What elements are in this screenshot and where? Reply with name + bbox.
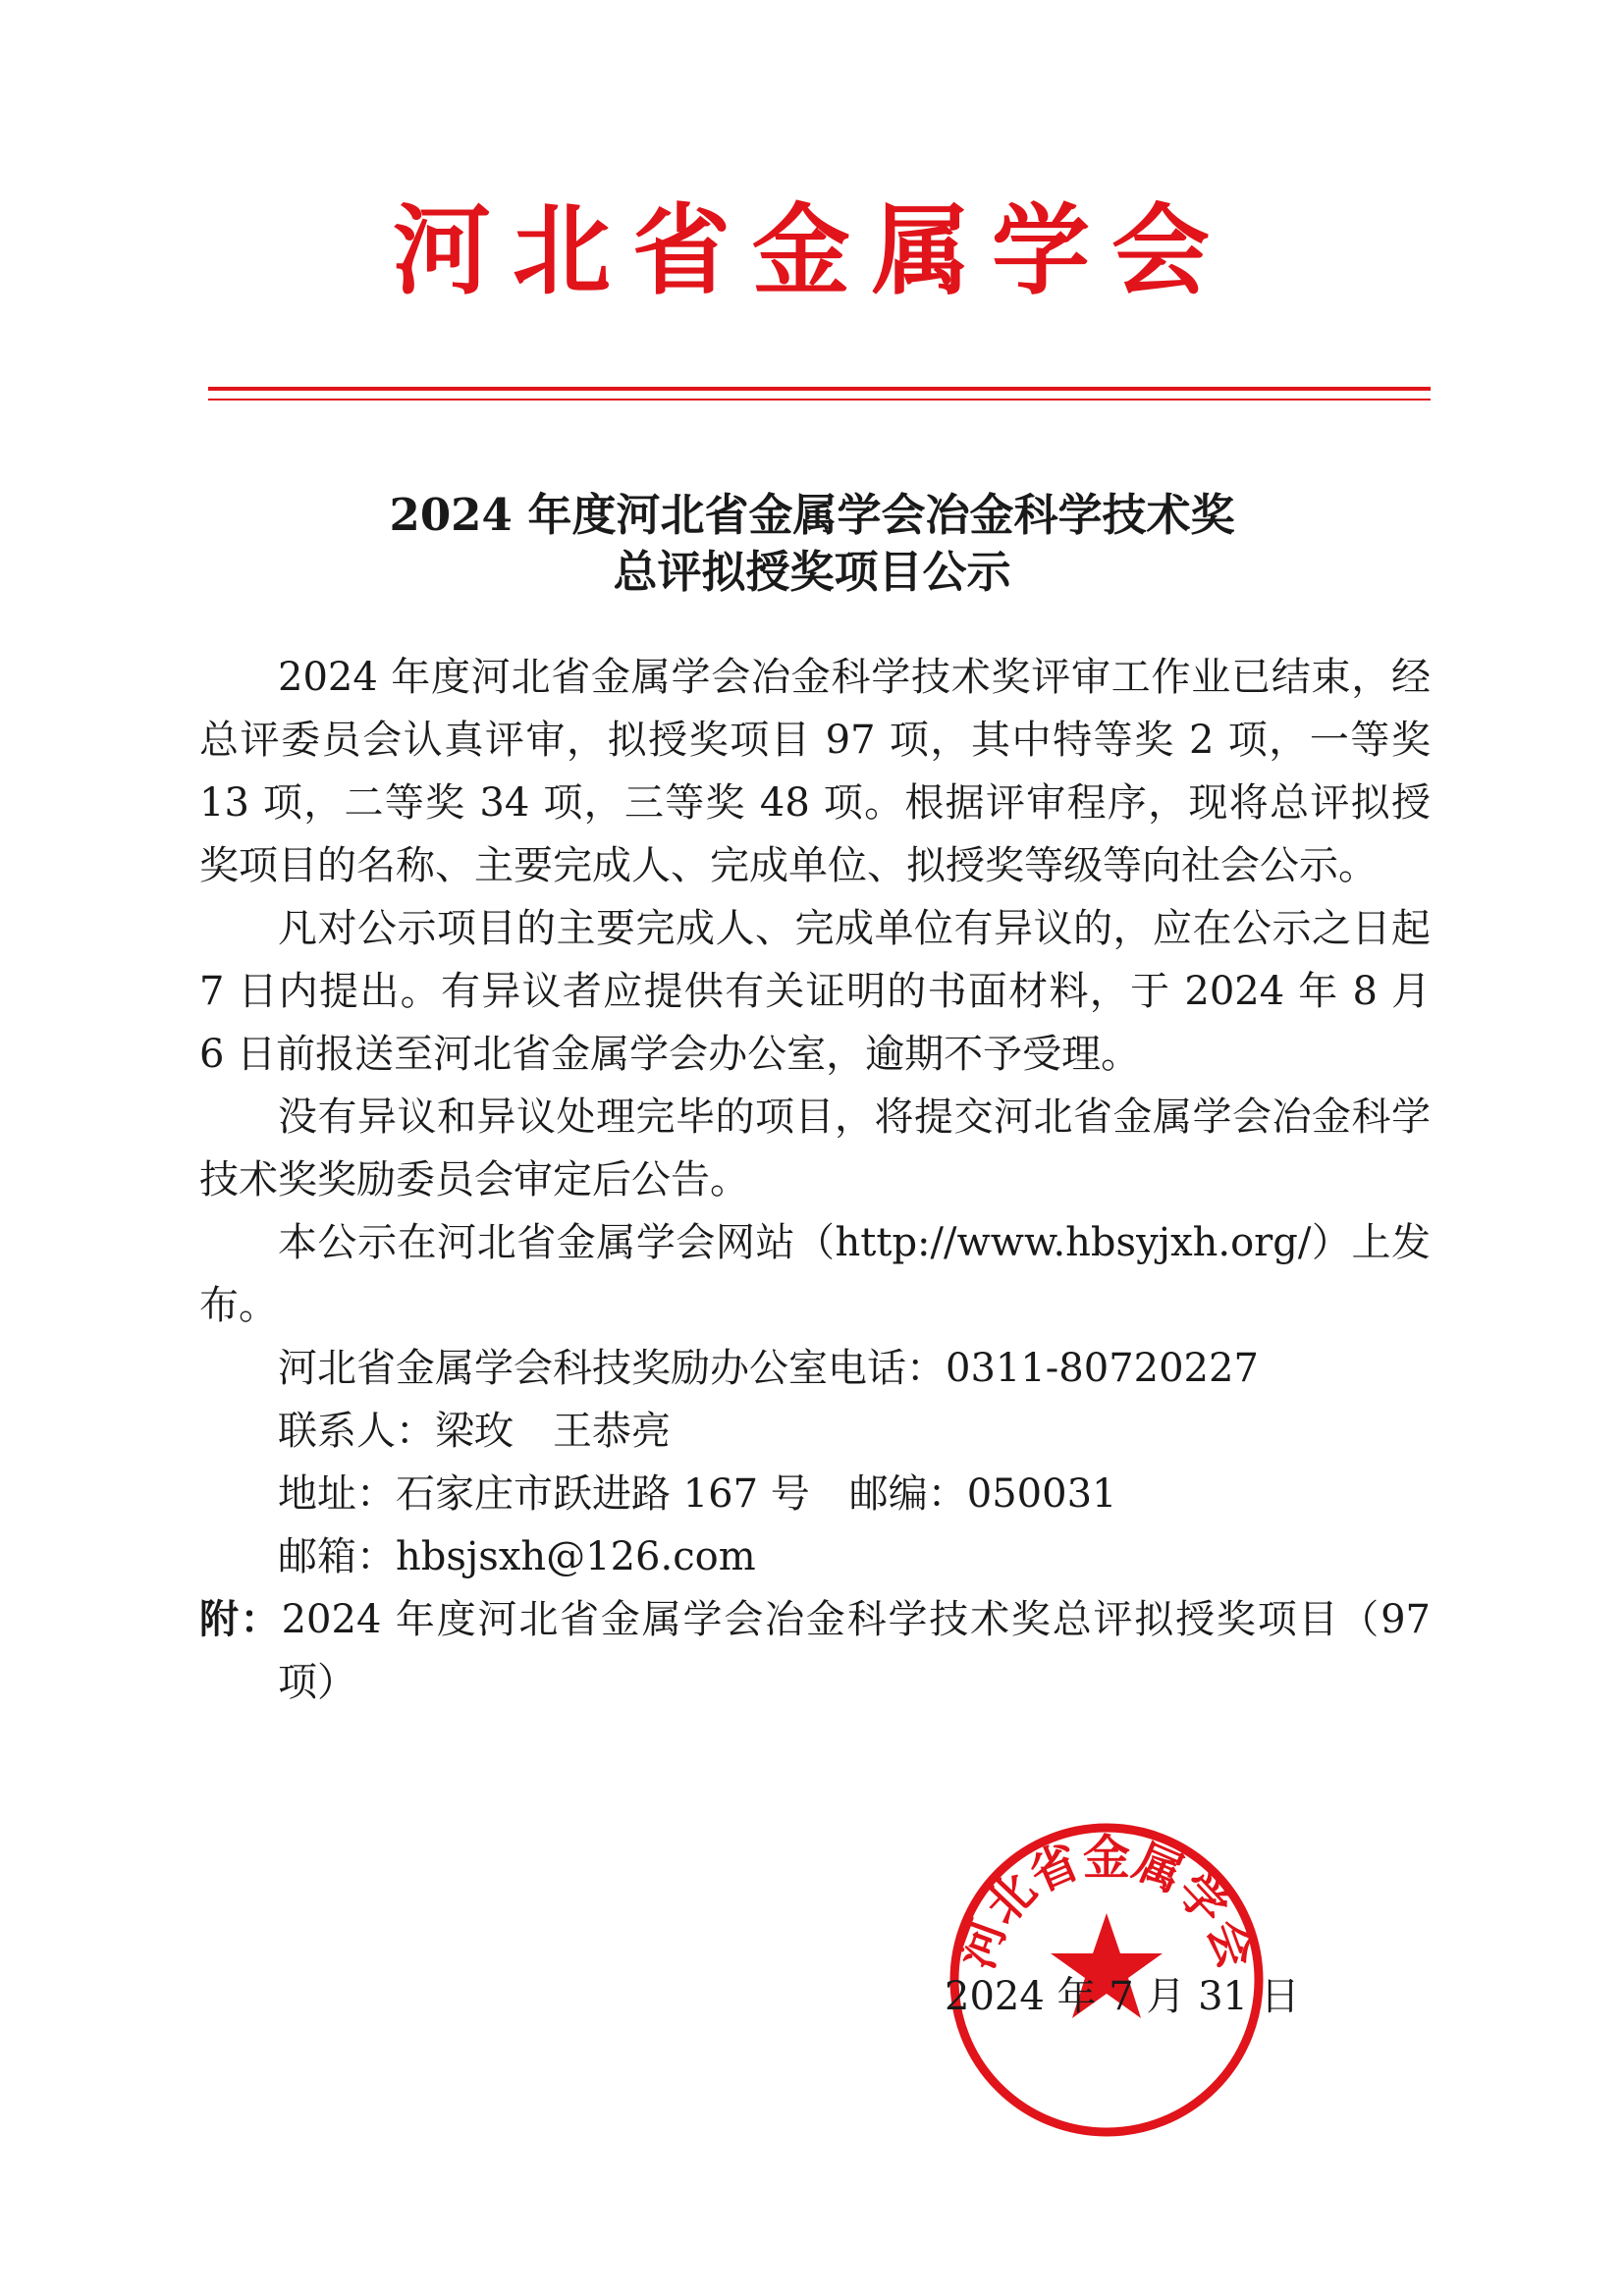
document-body: [199, 646, 1431, 1714]
contact-phone: 河北省金属学会科技奖励办公室电话：0311-80720227: [278, 1346, 1259, 1391]
header-rule-thick: [208, 387, 1431, 391]
paragraph-approval: 没有异议和异议处理完毕的项目，将提交河北省金属学会冶金科学技术奖奖励委员会审定后公告。: [199, 1095, 1431, 1202]
issue-date: 2024 年 7 月 31 日: [945, 1974, 1300, 2019]
paragraph-website: 本公示在河北省金属学会网站（http://www.hbsyjxh.org/）上发布。: [199, 1220, 1431, 1328]
attachment-text: 2024 年度河北省金属学会冶金科学技术奖总评拟授奖项目（97 项）: [278, 1597, 1431, 1705]
contact-email: 邮箱：hbsjsxh@126.com: [278, 1534, 756, 1579]
seal-text: 河北省金属学会: [948, 1830, 1265, 1976]
contact-address: 地址：石家庄市跃进路 167 号 邮编：050031: [278, 1471, 1117, 1517]
paragraph-announcement: 2024 年度河北省金属学会冶金科学技术奖评审工作业已结束，经总评委员会认真评审，拟授奖项目 97 项，其中特等奖 2 项，一等奖 13 项，二等奖 34 项，三等奖 48 项。根据评审程序，现将总评拟授奖项目的名称、主要完成人、完成单位、拟授奖等级等向社会公示。: [199, 655, 1431, 888]
paragraph-objection: 凡对公示项目的主要完成人、完成单位有异议的，应在公示之日起 7 日内提出。有异议者应提供有关证明的书面材料，于 2024 年 8 月 6 日前报送至河北省金属学会办公室，逾期不予受理。: [199, 906, 1431, 1077]
contact-persons: 联系人：梁玫 王恭亮: [278, 1409, 671, 1454]
doc-title-line1: 2024 年度河北省金属学会冶金科学技术奖: [389, 489, 1235, 541]
header-rule-thin: [208, 399, 1431, 400]
org-header: 河北省金属学会: [393, 192, 1231, 308]
doc-title-line2: 总评拟授奖项目公示: [613, 546, 1011, 598]
attachment-note: [199, 1588, 1431, 1714]
attachment-label: 附：: [199, 1596, 282, 1642]
